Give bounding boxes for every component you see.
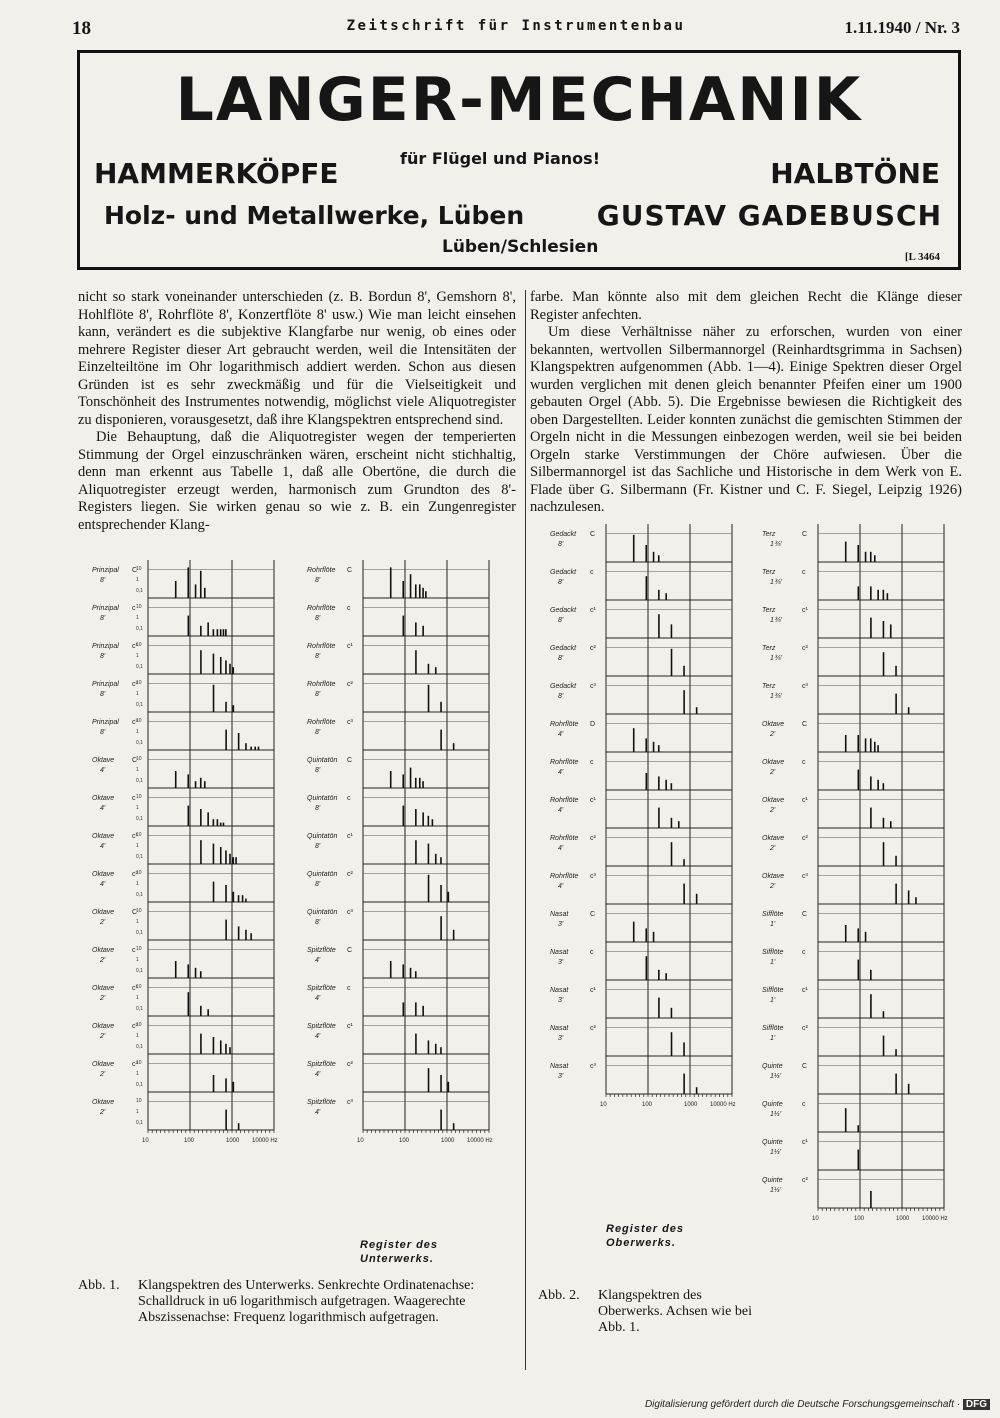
panel-label: Oktave [762,721,785,728]
y-tick-label: 1 [136,729,139,735]
panel-footage: 8' [315,881,321,888]
panel-footage: 1' [770,959,776,966]
x-tick-label: 10 [357,1138,364,1144]
panel-label: Gedackt [550,645,577,652]
panel-note: c³ [347,909,353,916]
figure-label-unterwerk: Register des Unterwerks. [360,1239,439,1265]
panel-note: c [347,795,351,802]
x-tick-label: 1000 [226,1138,240,1144]
y-tick-label: 10 [136,908,142,914]
panel-label: Oktave [92,947,115,954]
panel-footage: 3' [558,959,564,966]
panel-footage: 8' [315,843,321,850]
panel-footage: 8' [558,693,564,700]
panel-footage: 3' [558,997,564,1004]
spectra-chart-unterwerk-1 [90,556,280,1246]
panel-note: c² [132,1023,138,1030]
panel-label: Rohrflöte [550,759,579,766]
panel-label: Gedackt [550,683,577,690]
y-tick-label: 0,1 [136,664,143,670]
panel-footage: 8' [315,805,321,812]
y-tick-label: 1 [136,881,139,887]
panel-label: Quinte [762,1101,783,1108]
panel-label: Rohrflöte [307,567,336,574]
panel-note: c [590,569,594,576]
panel-label: Quintatön [307,871,338,878]
y-tick-label: 1 [136,615,139,621]
spectra-chart-oberwerk-2 [760,520,950,1330]
y-tick-label: 1 [136,767,139,773]
y-tick-label: 10 [136,566,142,572]
panel-footage: 3' [558,921,564,928]
panel-label: Oktave [92,757,115,764]
panel-label: Rohrflöte [550,873,579,880]
ad-company: Holz- und Metallwerke, Lüben [104,201,525,230]
panel-footage: 1' [770,921,776,928]
panel-footage: 2' [100,1033,106,1040]
panel-label: Oktave [92,871,115,878]
panel-footage: 4' [315,957,321,964]
panel-footage: 1⅓' [770,1149,782,1156]
panel-note: c³ [132,719,138,726]
panel-label: Quintatön [307,833,338,840]
x-tick-label: 100 [854,1216,865,1222]
x-tick-label: 10 [812,1216,819,1222]
spectra-chart-unterwerk-2 [305,556,495,1216]
panel-label: Quinte [762,1063,783,1070]
panel-note: C [347,757,353,764]
panel-note: C [347,947,353,954]
x-tick-label: 1000 [441,1138,455,1144]
page-header [72,18,960,40]
panel-footage: 1⅓' [770,1073,782,1080]
panel-note: C [802,721,808,728]
panel-label: Rohrflöte [307,643,336,650]
panel-note: c¹ [802,607,808,614]
panel-label: Nasat [550,987,569,994]
panel-note: c² [347,871,353,878]
panel-footage: 1⅓' [770,1111,782,1118]
panel-label: Sifflöte [762,911,784,918]
panel-label: Sifflöte [762,1025,784,1032]
panel-label: Nasat [550,911,569,918]
panel-note: c [802,759,806,766]
panel-footage: 4' [558,845,564,852]
panel-note: c¹ [590,987,596,994]
panel-note: c² [802,835,808,842]
panel-footage: 3' [558,1073,564,1080]
panel-label: Oktave [92,795,115,802]
y-tick-label: 0,1 [136,626,143,632]
panel-note: c¹ [347,643,353,650]
panel-note: D [590,721,596,728]
panel-label: Rohrflöte [550,797,579,804]
panel-note: c² [802,1177,808,1184]
panel-note: c¹ [132,833,138,840]
panel-footage: 8' [558,617,564,624]
y-tick-label: 1 [136,577,139,583]
panel-label: Terz [762,683,776,690]
panel-footage: 2' [770,845,776,852]
advertisement-box [77,50,961,270]
panel-label: Sifflöte [762,949,784,956]
panel-label: Quintatön [307,795,338,802]
paragraph: farbe. Man könnte also mit dem gleichen Recht die Klänge dieser Register anfechten. [530,289,962,323]
x-tick-label: 10000 Hz [252,1138,278,1144]
ad-right-item: HALBTÖNE [770,157,940,190]
panel-label: Terz [762,607,776,614]
panel-note: c² [590,1025,596,1032]
panel-label: Oktave [92,833,115,840]
panel-note: C [590,531,596,538]
body-column-right [530,289,962,517]
panel-label: Prinzipal [92,681,119,688]
panel-note: c² [132,681,138,688]
panel-footage: 8' [100,691,106,698]
y-tick-label: 1 [136,1033,139,1039]
panel-footage: 2' [770,883,776,890]
panel-label: Rohrflöte [550,721,579,728]
panel-label: Oktave [762,873,785,880]
panel-label: Nasat [550,1063,569,1070]
y-tick-label: 0,1 [136,1120,143,1126]
y-tick-label: 10 [136,984,142,990]
y-tick-label: 10 [136,1022,142,1028]
panel-footage: 1⅗' [770,541,783,548]
panel-note: c³ [590,873,596,880]
panel-label: Terz [762,645,776,652]
panel-footage: 4' [315,1033,321,1040]
panel-note: c² [347,681,353,688]
ad-location: Lüben/Schlesien [442,237,599,257]
y-tick-label: 0,1 [136,892,143,898]
panel-footage: 4' [315,1071,321,1078]
y-tick-label: 10 [136,756,142,762]
panel-note: c [802,949,806,956]
y-tick-label: 0,1 [136,930,143,936]
panel-note: C [802,531,808,538]
panel-note: c [132,947,136,954]
panel-footage: 4' [100,805,106,812]
panel-note: C [132,909,138,916]
panel-footage: 1⅗' [770,655,783,662]
panel-note: c³ [590,1063,596,1070]
figure-label-oberwerk: Register des Oberwerks. [606,1223,685,1249]
y-tick-label: 1 [136,843,139,849]
panel-footage: 4' [558,883,564,890]
y-tick-label: 1 [136,805,139,811]
paragraph: Die Behauptung, daß die Aliquotregister wegen der temperierten Stimmung der Orgel einzuschränken wären, erscheint nicht stichhaltig, denn man erkennt aus Tabelle 1, daß alle Obertöne, die durch die Aliquotregister erzeugt werden, harmonisch zum Grundton des 8'-Registers liegen. Sie wirken genau so wie z. B. ein Zungenregister entsprechender Klang- [78,429,516,533]
x-tick-label: 1000 [684,1102,698,1108]
panel-note: c³ [802,683,808,690]
panel-footage: 8' [315,691,321,698]
panel-footage: 2' [100,1071,106,1078]
body-column-left [78,289,516,534]
ad-owner: GUSTAV GADEBUSCH [596,199,942,232]
panel-label: Terz [762,531,776,538]
panel-footage: 8' [100,653,106,660]
ad-left-item: HAMMERKÖPFE [94,157,339,190]
y-tick-label: 0,1 [136,588,143,594]
panel-note: c¹ [590,607,596,614]
y-tick-label: 0,1 [136,740,143,746]
y-tick-label: 10 [136,680,142,686]
panel-label: Rohrflöte [307,681,336,688]
panel-label: Rohrflöte [550,835,579,842]
panel-note: c² [347,1061,353,1068]
y-tick-label: 1 [136,653,139,659]
panel-note: c¹ [347,1023,353,1030]
panel-label: Spitzflöte [307,947,336,954]
panel-footage: 1⅗' [770,617,783,624]
panel-footage: 8' [100,729,106,736]
x-tick-label: 100 [399,1138,410,1144]
y-tick-label: 0,1 [136,1006,143,1012]
y-tick-label: 10 [136,642,142,648]
panel-note: C [590,911,596,918]
y-tick-label: 0,1 [136,854,143,860]
caption-label: Abb. 1. [78,1278,120,1293]
x-tick-label: 10000 Hz [922,1216,948,1222]
x-tick-label: 100 [184,1138,195,1144]
panel-label: Prinzipal [92,719,119,726]
y-tick-label: 10 [136,1060,142,1066]
panel-note: c [802,1101,806,1108]
dfg-logo: DFG [963,1399,990,1410]
panel-label: Oktave [92,1099,115,1106]
panel-note: C [132,757,138,764]
spectra-chart-oberwerk-1 [548,520,738,1220]
y-tick-label: 1 [136,995,139,1001]
panel-note: c [132,605,136,612]
panel-note: c¹ [590,797,596,804]
panel-note: C [347,567,353,574]
panel-note: c¹ [802,797,808,804]
panel-note: c¹ [132,643,138,650]
ad-code: [L 3464 [904,251,940,263]
panel-footage: 1' [770,1035,776,1042]
panel-note: C [802,911,808,918]
paragraph: Um diese Verhältnisse näher zu erforschen, wurden von einer bekannten, wertvollen Silbermannorgel (Reinhardtsgrimma in Sachsen) Klangspektren aufgenommen (Abb. 1—4). Einige Spektren dieser Orgel wurden verglichen mit denen gleich benannter Pfeifen einer um 1900 gebauten Orgel (Abb. 5). Die Ergebnisse bewiesen die Richtigkeit des oben Dargestellten. Leider konnten zunächst die gemischten Stimmen der Orgeln nicht in die Messungen einbezogen werden, weil sie bei beiden Orgeln starke Verstimmungen der Chöre aufwiesen. Über die Silbermannorgel ist das Sachliche und Historische in dem Werk von E. Flade über G. Silbermann (Fr. Kistner und C. F. Siegel, Leipzig 1926) nachzulesen. [530,324,962,515]
panel-label: Oktave [92,1061,115,1068]
panel-footage: 4' [100,881,106,888]
caption-text: Klangspektren des Unterwerks. Senkrechte Ordinatenachse: Schalldruck in u6 logarithmisch aufgetragen. Waagerechte Abszissenachse: Frequenz logarithmisch aufgetragen. [138,1278,475,1325]
caption-text: Klangspektren des Oberwerks. Achsen wie bei Abb. 1. [598,1288,752,1335]
panel-note: c³ [802,873,808,880]
x-tick-label: 10 [600,1102,607,1108]
x-tick-label: 10000 Hz [467,1138,493,1144]
y-tick-label: 10 [136,1098,142,1104]
panel-footage: 4' [315,995,321,1002]
caption-label: Abb. 2. [538,1288,580,1303]
panel-label: Prinzipal [92,605,119,612]
panel-footage: 8' [315,729,321,736]
ad-title: LANGER-MECHANIK [175,65,863,135]
panel-label: Nasat [550,1025,569,1032]
y-tick-label: 1 [136,919,139,925]
panel-label: Gedackt [550,531,577,538]
panel-note: c³ [132,1061,138,1068]
panel-footage: 8' [558,541,564,548]
panel-footage: 2' [100,995,106,1002]
panel-footage: 4' [558,731,564,738]
panel-label: Spitzflöte [307,985,336,992]
panel-footage: 4' [100,843,106,850]
panel-note: c [347,605,351,612]
panel-label: Oktave [762,835,785,842]
panel-label: Quinte [762,1139,783,1146]
panel-note: c² [590,645,596,652]
panel-footage: 2' [770,769,776,776]
panel-footage: 1' [770,997,776,1004]
panel-note: c¹ [802,1139,808,1146]
panel-footage: 2' [770,731,776,738]
panel-note: c [347,985,351,992]
panel-label: Oktave [92,985,115,992]
panel-note: c¹ [347,833,353,840]
panel-footage: 4' [558,807,564,814]
panel-note: c² [590,835,596,842]
panel-label: Spitzflöte [307,1061,336,1068]
panel-label: Quintatön [307,757,338,764]
panel-footage: 4' [100,767,106,774]
y-tick-label: 1 [136,1071,139,1077]
panel-label: Oktave [762,797,785,804]
panel-label: Rohrflöte [307,719,336,726]
x-tick-label: 100 [642,1102,653,1108]
y-tick-label: 10 [136,870,142,876]
panel-note: c¹ [802,987,808,994]
panel-label: Gedackt [550,607,577,614]
panel-label: Sifflöte [762,987,784,994]
y-tick-label: 0,1 [136,968,143,974]
panel-footage: 1⅗' [770,693,783,700]
y-tick-label: 0,1 [136,1044,143,1050]
panel-footage: 4' [315,1109,321,1116]
footer-text: Digitalisierung gefördert durch die Deutsche Forschungsgemeinschaft · [644,1399,961,1410]
panel-footage: 4' [558,769,564,776]
panel-label: Quintatön [307,909,338,916]
panel-note: c¹ [132,985,138,992]
y-tick-label: 10 [136,832,142,838]
y-tick-label: 1 [136,1109,139,1115]
y-tick-label: 0,1 [136,702,143,708]
panel-label: Gedackt [550,569,577,576]
panel-footage: 8' [315,577,321,584]
panel-note: c² [802,1025,808,1032]
journal-title: Zeitschrift für Instrumentenbau [346,18,686,34]
panel-footage: 2' [100,957,106,964]
panel-label: Oktave [762,759,785,766]
panel-footage: 1⅗' [770,579,783,586]
issue-number: 1.11.1940 / Nr. 3 [844,18,960,37]
panel-note: c² [802,645,808,652]
y-tick-label: 0,1 [136,1082,143,1088]
panel-label: Spitzflöte [307,1099,336,1106]
panel-note: c [590,759,594,766]
panel-label: Spitzflöte [307,1023,336,1030]
panel-footage: 8' [315,919,321,926]
panel-footage: 8' [100,577,106,584]
y-tick-label: 1 [136,957,139,963]
paragraph: nicht so stark voneinander unterschieden (z. B. Bordun 8', Gemshorn 8', Hohlflöte 8', Rohrflöte 8', Konzertflöte 8' usw.) Wie man leicht einsehen kann, verändert es die subjektive Klangfarbe nur wenig, ob eines oder mehrere Register dieser Art gebraucht werden, weil die Intensitäten der Einzelteiltöne im Ohr logarithmisch addiert werden. Schon aus diesen Gründen ist es sehr zweckmäßig und für die Vielseitigkeit und Tonschönheit des Instrumentes notwendig, möglichst viele Aliquotregister zu disponieren, vorausgesetzt, daß ihre Klangspektren entsprechend sind. [78,289,516,428]
x-tick-label: 10000 Hz [710,1102,736,1108]
panel-note: c³ [347,1099,353,1106]
panel-footage: 2' [100,1109,106,1116]
y-tick-label: 1 [136,691,139,697]
panel-note: C [802,1063,808,1070]
y-tick-label: 0,1 [136,816,143,822]
y-tick-label: 10 [136,718,142,724]
y-tick-label: 0,1 [136,778,143,784]
panel-label: Quinte [762,1177,783,1184]
panel-note: c³ [590,683,596,690]
panel-footage: 8' [315,615,321,622]
panel-label: Oktave [92,1023,115,1030]
panel-note: c² [132,871,138,878]
ad-subtitle: für Flügel und Pianos! [400,149,600,168]
panel-footage: 8' [100,615,106,622]
panel-label: Nasat [550,949,569,956]
y-tick-label: 10 [136,794,142,800]
panel-label: Terz [762,569,776,576]
panel-footage: 8' [558,579,564,586]
panel-footage: 1⅓' [770,1187,782,1194]
panel-label: Oktave [92,909,115,916]
digitization-footer [645,1399,990,1410]
panel-label: Prinzipal [92,567,119,574]
y-tick-label: 10 [136,604,142,610]
panel-footage: 2' [100,919,106,926]
panel-note: c [132,795,136,802]
panel-footage: 2' [770,807,776,814]
panel-footage: 3' [558,1035,564,1042]
x-tick-label: 1000 [896,1216,910,1222]
x-tick-label: 10 [142,1138,149,1144]
panel-note: c³ [347,719,353,726]
panel-note: C [132,567,138,574]
panel-label: Prinzipal [92,643,119,650]
panel-note: c [590,949,594,956]
y-tick-label: 10 [136,946,142,952]
panel-label: Rohrflöte [307,605,336,612]
panel-note: c [802,569,806,576]
column-divider [525,290,526,1370]
panel-footage: 8' [315,653,321,660]
page-number: 18 [72,18,91,39]
panel-footage: 8' [558,655,564,662]
panel-footage: 8' [315,767,321,774]
